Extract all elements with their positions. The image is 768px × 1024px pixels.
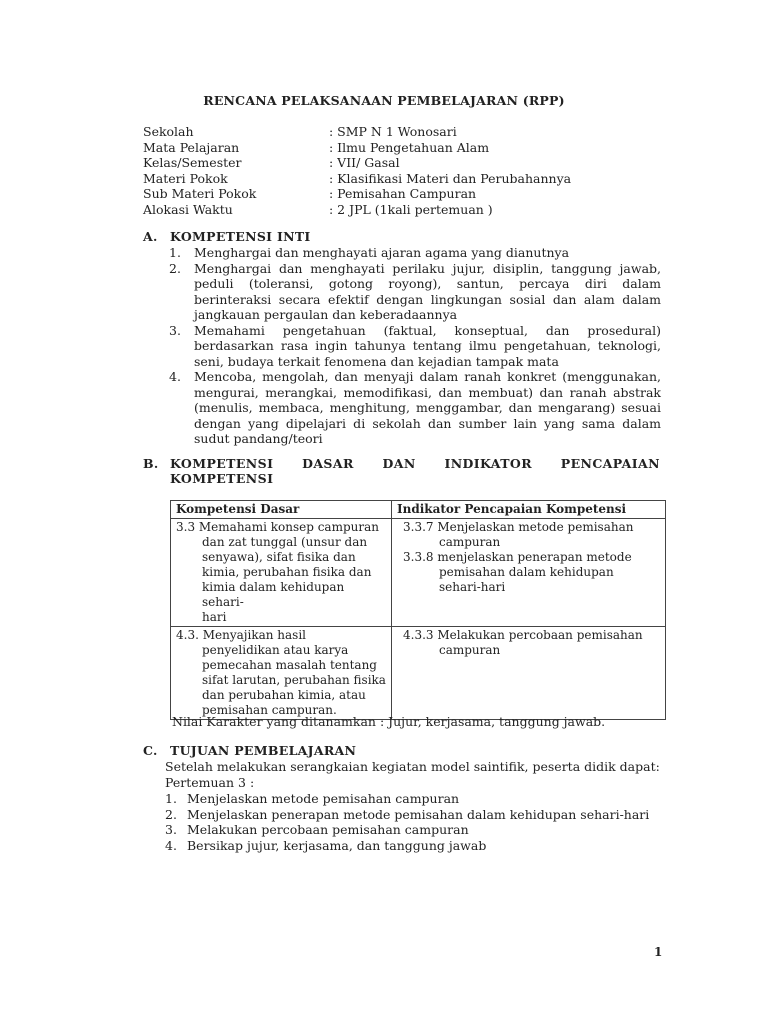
kd-line: kimia dalam kehidupan sehari- — [202, 580, 345, 609]
list-item-text: Memahami pengetahuan (faktual, konseptual, dan prosedural) berdasarkan rasa ingin tahunya tentang ilmu pengetahuan, teknologi, seni, budaya terkait fenomena dan kejadian tampak mata — [194, 322, 661, 369]
info-value: : Ilmu Pengetahuan Alam — [329, 139, 490, 155]
list-item-text: Menghargai dan menghayati ajaran agama yang dianutnya — [194, 245, 570, 260]
info-label: Mata Pelajaran — [143, 139, 240, 155]
kompetensi-inti-list — [169, 245, 661, 447]
heading-word: DASAR — [302, 456, 354, 471]
indikator-cell — [392, 627, 666, 720]
info-value: : Pemisahan Campuran — [329, 186, 477, 201]
info-row — [143, 186, 663, 202]
section-c-heading — [143, 743, 356, 758]
meeting-label: Pertemuan 3 : — [165, 774, 255, 790]
list-item — [169, 245, 661, 261]
indikator-line: campuran — [439, 643, 501, 657]
list-item — [165, 822, 649, 838]
list-item-number: 2. — [169, 260, 181, 276]
section-b-heading-line1 — [170, 456, 660, 471]
kompetensi-dasar-cell — [171, 519, 392, 627]
list-item-text: Menjelaskan metode pemisahan campuran — [187, 791, 460, 806]
section-c-letter: C. — [143, 743, 158, 758]
info-label: Alokasi Waktu — [143, 201, 233, 217]
indikator-cell — [392, 519, 666, 627]
document-title: RENCANA PELAKSANAAN PEMBELAJARAN (RPP) — [203, 93, 565, 108]
kd-line: 3.3 Memahami konsep campuran — [176, 520, 379, 534]
heading-word: INDIKATOR — [444, 456, 532, 471]
section-b-heading — [170, 456, 660, 486]
info-row — [143, 124, 663, 140]
table-row — [171, 627, 666, 720]
list-item — [165, 791, 649, 807]
indikator-line: 3.3.7 Menjelaskan metode pemisahan — [403, 520, 634, 534]
info-label: Sub Materi Pokok — [143, 186, 257, 201]
info-value: : 2 JPL (1kali pertemuan ) — [329, 201, 493, 217]
kd-line: pemecahan masalah tentang — [202, 658, 377, 672]
section-b-heading-line2: KOMPETENSI — [170, 471, 274, 486]
info-label: Materi Pokok — [143, 170, 228, 186]
list-item-text: Melakukan percobaan pemisahan campuran — [187, 822, 469, 837]
kd-line: penyelidikan atau karya — [202, 643, 349, 657]
kd-line: senyawa), sifat fisika dan — [202, 550, 356, 564]
kd-line: kimia, perubahan fisika dan — [202, 565, 372, 579]
list-item-number: 3. — [165, 822, 177, 837]
list-item — [169, 323, 661, 370]
indikator-line: campuran — [439, 535, 501, 549]
section-a-title: KOMPETENSI INTI — [170, 229, 311, 244]
list-item-text: Bersikap jujur, kerjasama, dan tanggung jawab — [187, 837, 487, 853]
list-item-number: 4. — [165, 837, 177, 853]
kompetensi-dasar-cell — [171, 627, 392, 720]
heading-word: KOMPETENSI — [170, 456, 274, 471]
list-item — [165, 807, 649, 823]
list-item-text: Menjelaskan penerapan metode pemisahan dalam kehidupan sehari-hari — [187, 806, 650, 822]
table-header-row — [171, 501, 666, 519]
tujuan-list — [165, 791, 649, 853]
tujuan-intro — [165, 759, 660, 790]
list-item-number: 4. — [169, 369, 181, 384]
list-item-text: Menghargai dan menghayati perilaku jujur, disiplin, tanggung jawab, peduli (toleransi, gotong royong), santun, percaya diri dalam berinteraksi secara efektif dengan lingkungan sosial dan alam dalam jangkauan pergaulan dan keberadaannya — [194, 260, 661, 322]
indikator-line: 3.3.8 menjelaskan penerapan metode — [403, 550, 632, 564]
list-item — [165, 838, 649, 854]
heading-word: PENCAPAIAN — [560, 456, 660, 471]
list-item — [169, 369, 661, 447]
header-indikator: Indikator Pencapaian Kompetensi — [392, 501, 666, 519]
kompetensi-table — [170, 500, 666, 720]
info-value: : Klasifikasi Materi dan Perubahannya — [329, 170, 572, 186]
section-a-heading — [143, 229, 311, 244]
kd-line: 4.3. Menyajikan hasil — [176, 628, 307, 642]
info-row — [143, 171, 663, 187]
list-item-text: Mencoba, mengolah, dan menyaji dalam ranah konkret (menggunakan, mengurai, merangkai, memodifikasi, dan membuat) dan ranah abstrak (menulis, membaca, menghitung, menggambar, dan mengarang) sesuai dengan yang dipelajari di sekolah dan sumber lain yang sama dalam sudut pandang/teori — [194, 369, 661, 446]
kd-line: dan zat tunggal (unsur dan — [202, 535, 368, 549]
info-row — [143, 155, 663, 171]
info-label: Kelas/Semester — [143, 155, 242, 170]
identity-table — [143, 124, 663, 217]
list-item-number: 2. — [165, 806, 177, 822]
list-item-number: 1. — [169, 245, 181, 260]
kd-line: pemisahan campuran. — [202, 703, 337, 717]
page-number: 1 — [654, 945, 663, 959]
info-row — [143, 140, 663, 156]
kd-line: hari — [202, 610, 227, 624]
indikator-line: sehari-hari — [439, 580, 506, 594]
list-item-number: 1. — [165, 791, 177, 806]
section-c-title: TUJUAN PEMBELAJARAN — [170, 743, 357, 758]
info-value: : SMP N 1 Wonosari — [329, 124, 457, 139]
section-a-letter: A. — [143, 229, 158, 244]
list-item-number: 3. — [169, 322, 181, 338]
table-row — [171, 519, 666, 627]
list-item — [169, 261, 661, 323]
nilai-karakter: Nilai Karakter yang ditanamkan : Jujur, kerjasama, tanggung jawab. — [172, 714, 606, 729]
section-b-letter: B. — [143, 456, 159, 471]
info-value: : VII/ Gasal — [329, 155, 400, 170]
header-kompetensi-dasar: Kompetensi Dasar — [171, 501, 392, 519]
kd-line: sifat larutan, perubahan fisika — [202, 673, 386, 687]
tujuan-intro-text: Setelah melakukan serangkaian kegiatan model saintifik, peserta didik dapat: — [165, 759, 660, 774]
info-label: Sekolah — [143, 124, 194, 139]
indikator-line: 4.3.3 Melakukan percobaan pemisahan — [403, 628, 643, 642]
heading-word: DAN — [382, 456, 416, 471]
indikator-line: pemisahan dalam kehidupan — [439, 565, 614, 579]
info-row — [143, 202, 663, 218]
kd-line: dan perubahan kimia, atau — [202, 688, 366, 702]
